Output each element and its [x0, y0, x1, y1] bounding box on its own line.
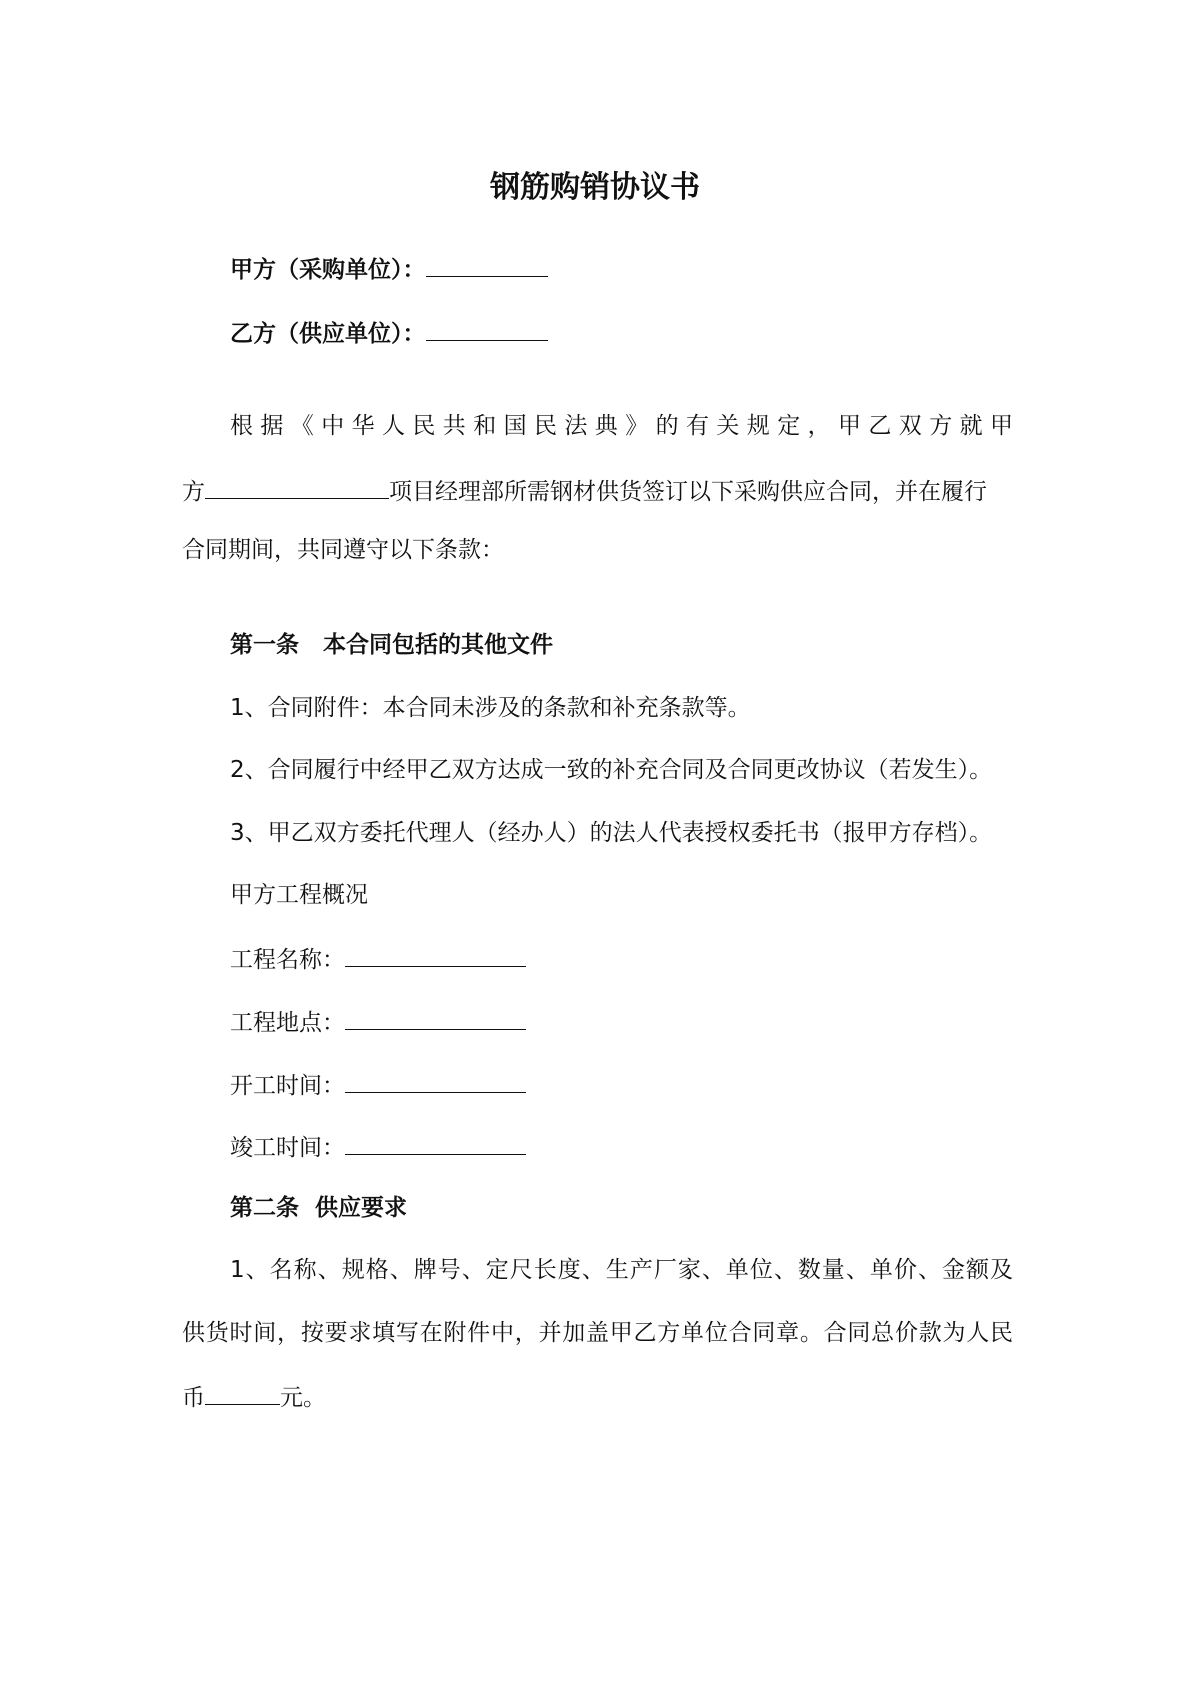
party-a-label: 甲方（采购单位）： — [230, 257, 426, 283]
party-b-blank[interactable] — [426, 316, 548, 341]
article-1-item-3: 3、甲乙双方委托代理人（经办人）的法人代表授权委托书（报甲方存档）。 — [230, 820, 993, 846]
article-1-item-1: 1、合同附件：本合同未涉及的条款和补充条款等。 — [230, 695, 751, 721]
intro-line-2 — [182, 474, 987, 507]
party-b-label: 乙方（供应单位）： — [230, 321, 426, 347]
intro-line-1: 根据《中华人民共和国民法典》的有关规定，甲乙双方就甲 — [230, 413, 1013, 439]
intro-line-3: 合同期间，共同遵守以下条款： — [182, 537, 504, 563]
party-a-line — [230, 252, 548, 285]
project-location-field[interactable] — [345, 1005, 526, 1030]
project-name-inline-blank[interactable] — [205, 474, 389, 499]
article-2-heading: 第二条 供应要求 — [230, 1195, 408, 1221]
project-name-field[interactable] — [345, 942, 526, 967]
currency-prefix: 币 — [182, 1385, 205, 1411]
project-name-label: 工程名称： — [230, 947, 345, 973]
completion-time-row — [230, 1130, 526, 1163]
start-time-label: 开工时间： — [230, 1073, 345, 1099]
article-2-item-1-line-3 — [182, 1380, 326, 1413]
project-location-row — [230, 1005, 526, 1038]
article-2-item-1-line-1: 1、名称、规格、牌号、定尺长度、生产厂家、单位、数量、单价、金额及 — [230, 1257, 1013, 1283]
completion-time-label: 竣工时间： — [230, 1135, 345, 1161]
article-2-item-1-line-2: 供货时间，按要求填写在附件中，并加盖甲乙方单位合同章。合同总价款为人民 — [182, 1320, 1013, 1346]
currency-suffix: 元。 — [280, 1385, 326, 1411]
project-name-row — [230, 942, 526, 975]
article-1-item-2: 2、合同履行中经甲乙双方达成一致的补充合同及合同更改协议（若发生）。 — [230, 757, 993, 783]
project-overview-heading: 甲方工程概况 — [230, 882, 368, 908]
party-b-line — [230, 316, 548, 349]
completion-time-field[interactable] — [345, 1130, 526, 1155]
contract-amount-blank[interactable] — [205, 1380, 280, 1405]
party-a-blank[interactable] — [426, 252, 548, 277]
intro-line-2-suffix: 项目经理部所需钢材供货签订以下采购供应合同，并在履行 — [389, 479, 987, 505]
start-time-field[interactable] — [345, 1068, 526, 1093]
document-title: 钢筋购销协议书 — [490, 170, 700, 205]
intro-line-2-prefix: 方 — [182, 479, 205, 505]
project-location-label: 工程地点： — [230, 1010, 345, 1036]
start-time-row — [230, 1068, 526, 1101]
article-1-heading: 第一条 本合同包括的其他文件 — [230, 632, 554, 658]
